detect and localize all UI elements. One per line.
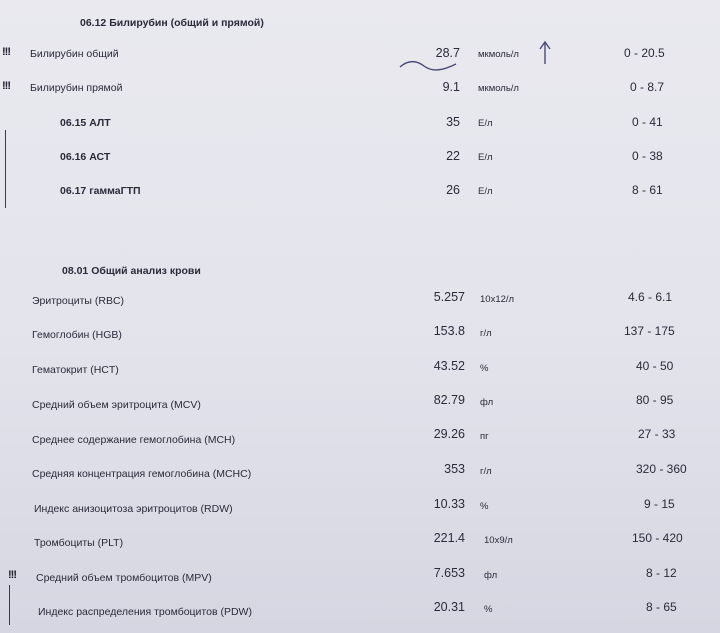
test-value: 353 bbox=[444, 462, 465, 476]
result-row bbox=[0, 393, 720, 413]
result-row bbox=[0, 497, 720, 517]
test-unit: пг bbox=[480, 431, 489, 442]
reference-range: 0 - 8.7 bbox=[630, 80, 665, 94]
reference-range: 27 - 33 bbox=[638, 427, 676, 441]
result-row bbox=[0, 149, 720, 169]
test-name: Билирубин общий bbox=[30, 48, 119, 60]
result-row bbox=[0, 324, 720, 344]
test-value: 82.79 bbox=[433, 393, 465, 407]
test-value: 5.257 bbox=[433, 290, 465, 304]
result-row bbox=[0, 566, 720, 586]
reference-range: 4.6 - 6.1 bbox=[628, 290, 673, 304]
result-row bbox=[0, 290, 720, 310]
test-name: Средняя концентрация гемоглобина (MCHC) bbox=[32, 468, 252, 480]
reference-range: 80 - 95 bbox=[636, 393, 674, 407]
test-unit: г/л bbox=[480, 328, 492, 339]
reference-range: 0 - 20.5 bbox=[624, 46, 665, 60]
test-value: 43.52 bbox=[433, 359, 465, 373]
section-header-bilirubin: 06.12 Билирубин (общий и прямой) bbox=[80, 17, 264, 29]
result-row bbox=[0, 46, 720, 66]
test-unit: г/л bbox=[480, 466, 492, 477]
result-row bbox=[0, 115, 720, 135]
test-name: Эритроциты (RBC) bbox=[32, 295, 125, 307]
reference-range: 150 - 420 bbox=[632, 531, 683, 545]
test-unit: % bbox=[480, 501, 489, 512]
abnormal-flag: !!! bbox=[8, 569, 16, 581]
test-unit: Е/л bbox=[478, 118, 493, 129]
result-row bbox=[0, 462, 720, 482]
margin-line bbox=[5, 130, 6, 208]
test-name: Среднее содержание гемоглобина (MCH) bbox=[32, 434, 236, 446]
abnormal-flag: !!! bbox=[2, 80, 10, 92]
test-unit: 10х9/л bbox=[484, 535, 513, 546]
result-row bbox=[0, 80, 720, 100]
test-unit: мкмоль/л bbox=[478, 49, 519, 60]
test-name: Средний объем эритроцита (MCV) bbox=[32, 399, 201, 411]
test-name: Тромбоциты (PLT) bbox=[34, 537, 124, 549]
test-name: Гемоглобин (HGB) bbox=[32, 329, 122, 341]
reference-range: 8 - 61 bbox=[632, 183, 663, 197]
test-value: 29.26 bbox=[433, 427, 465, 441]
reference-range: 320 - 360 bbox=[636, 462, 687, 476]
test-unit: Е/л bbox=[478, 186, 493, 197]
test-unit: фл bbox=[480, 397, 494, 408]
test-unit: Е/л bbox=[478, 152, 493, 163]
handwritten-arrow-up bbox=[537, 40, 553, 66]
reference-range: 8 - 12 bbox=[646, 566, 677, 580]
reference-range: 137 - 175 bbox=[624, 324, 675, 338]
margin-line bbox=[9, 585, 10, 625]
handwritten-underline bbox=[398, 58, 458, 72]
test-value: 20.31 bbox=[433, 600, 465, 614]
test-value: 26 bbox=[446, 183, 460, 197]
test-unit: мкмоль/л bbox=[478, 83, 519, 94]
test-value: 153.8 bbox=[433, 324, 465, 338]
test-name: 06.15 АЛТ bbox=[60, 117, 111, 129]
test-name: Средний объем тромбоцитов (MPV) bbox=[36, 572, 212, 584]
reference-range: 8 - 65 bbox=[646, 600, 677, 614]
result-row bbox=[0, 183, 720, 203]
test-value: 28.7 bbox=[435, 46, 460, 60]
test-name: 06.17 гаммаГТП bbox=[60, 185, 141, 197]
test-name: Индекс анизоцитоза эритроцитов (RDW) bbox=[34, 503, 233, 515]
result-row bbox=[0, 600, 720, 620]
result-row bbox=[0, 359, 720, 379]
reference-range: 9 - 15 bbox=[644, 497, 675, 511]
reference-range: 40 - 50 bbox=[636, 359, 674, 373]
test-unit: фл bbox=[484, 570, 498, 581]
test-value: 22 bbox=[446, 149, 460, 163]
test-value: 7.653 bbox=[433, 566, 465, 580]
result-row bbox=[0, 427, 720, 447]
reference-range: 0 - 38 bbox=[632, 149, 663, 163]
test-unit: % bbox=[484, 604, 493, 615]
test-name: Билирубин прямой bbox=[30, 82, 123, 94]
test-name: 06.16 АСТ bbox=[60, 151, 111, 163]
result-row bbox=[0, 531, 720, 551]
test-name: Индекс распределения тромбоцитов (PDW) bbox=[38, 606, 252, 618]
test-unit: % bbox=[480, 363, 489, 374]
test-unit: 10х12/л bbox=[480, 294, 515, 305]
test-value: 9.1 bbox=[442, 80, 460, 94]
test-value: 35 bbox=[446, 115, 460, 129]
abnormal-flag: !!! bbox=[2, 46, 10, 58]
test-value: 10.33 bbox=[433, 497, 465, 511]
section-header-cbc: 08.01 Общий анализ крови bbox=[62, 265, 201, 277]
test-name: Гематокрит (HCT) bbox=[32, 364, 119, 376]
test-value: 221.4 bbox=[433, 531, 465, 545]
reference-range: 0 - 41 bbox=[632, 115, 663, 129]
